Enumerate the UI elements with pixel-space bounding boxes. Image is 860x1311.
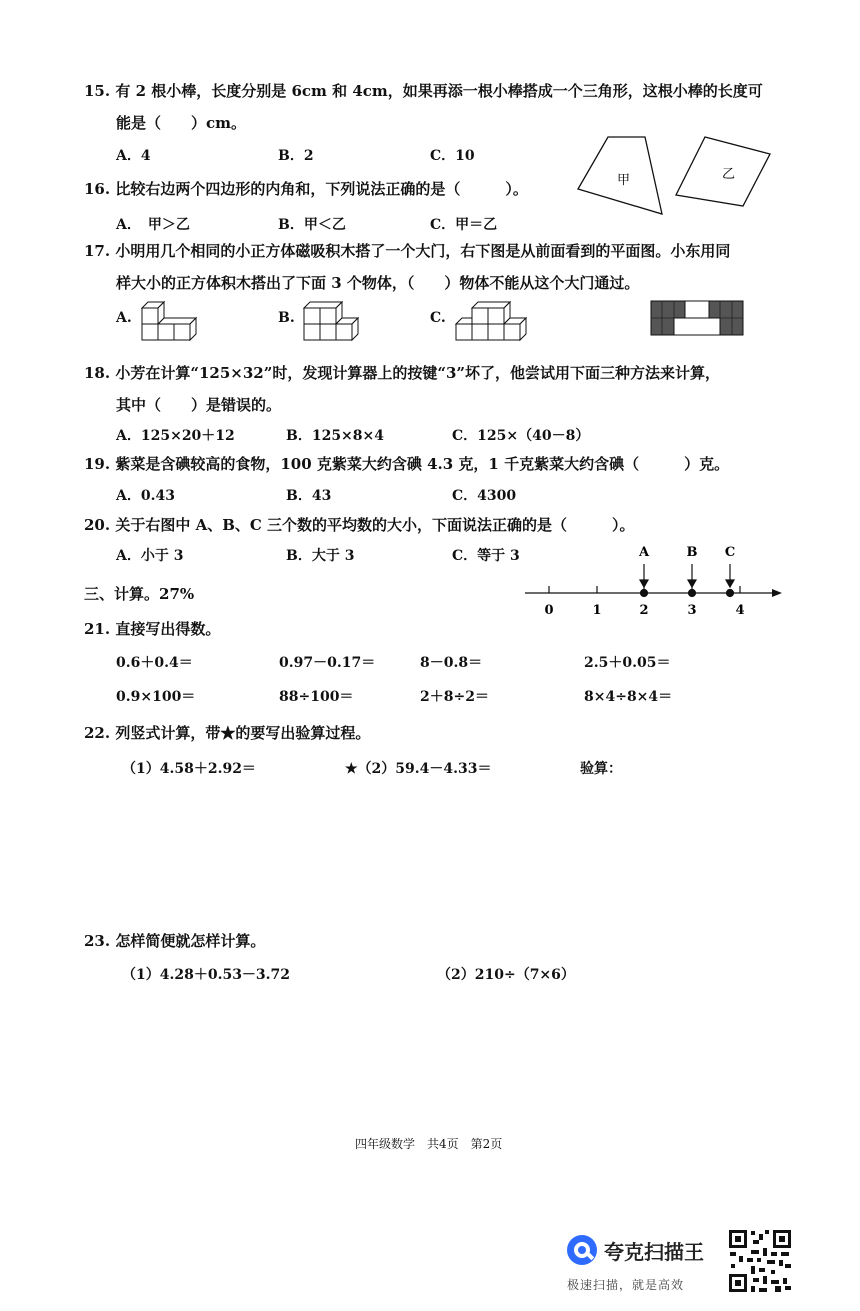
q18-line1 [84,362,720,383]
brand-slogan: 极速扫描，就是高效 [567,1278,685,1292]
quadrilaterals-figure [575,132,775,222]
oral-calc-2: 0.97－0.17＝ [279,655,376,671]
point-label-c: C [724,545,736,560]
number-line-figure [520,540,785,620]
gate-front-view-figure [650,300,745,336]
q16-number: 16. [84,180,111,198]
oral-calc-6: 88÷100＝ [279,689,354,705]
q16-option-c[interactable]: C．甲＝乙 [430,217,498,233]
arrow-c-icon [726,580,734,587]
q18-option-b[interactable]: B．125×8×4 [286,428,384,444]
q17-text: 小明用几个相同的小正方体磁吸积木搭了一个大门，右下图是从前面看到的平面图。小东用同 [115,242,731,260]
page-footer: 四年级数学 共4页 第2页 [355,1137,503,1151]
q18-option-c[interactable]: C．125×（40－8） [452,428,590,444]
q16-option-a[interactable]: A． 甲＞乙 [116,217,190,233]
q18-number: 18. [84,364,111,382]
q20-text: 关于右图中 A、B、C 三个数的平均数的大小，下面说法正确的是（ ）。 [115,516,635,534]
q22-text: 列竖式计算，带★的要写出验算过程。 [115,724,371,742]
quadrilateral-jia-label: 甲 [617,173,631,188]
qr-code-icon [727,1228,793,1294]
q19-line [84,453,729,474]
brand-name: 夸克扫描王 [604,1240,704,1264]
q21-line [84,618,220,639]
q23-item-2: （2）210÷（7×6） [437,967,575,983]
q19-option-c[interactable]: C．4300 [452,488,517,504]
section-3-title: 三、计算。27% [84,585,195,603]
q17-option-a[interactable]: A. [116,310,132,326]
number-line-arrow-icon [772,589,782,597]
q18-line2: 其中（ ）是错误的。 [116,396,282,414]
quadrilateral-yi-label: 乙 [722,167,736,182]
q20-option-b[interactable]: B．大于 3 [286,548,355,564]
arrow-a-icon [640,580,648,587]
oral-calc-3: 8－0.8＝ [420,655,483,671]
tick-label-4: 4 [735,603,745,618]
q23-line [84,930,265,951]
q15-line2: 能是（ ）cm。 [116,114,247,132]
q20-option-a[interactable]: A．小于 3 [116,548,184,564]
point-a [641,590,648,597]
q19-number: 19. [84,455,111,473]
q22-number: 22. [84,724,111,742]
tick-label-2: 2 [639,603,649,618]
cube-object-a-icon [138,298,200,344]
q22-check-label: 验算： [580,761,622,777]
q15-option-a[interactable]: A．4 [116,148,151,164]
arrow-b-icon [688,580,696,587]
q16-text: 比较右边两个四边形的内角和，下列说法正确的是（ ）。 [115,180,528,198]
oral-calc-4: 2.5＋0.05＝ [584,655,671,671]
q23-number: 23. [84,932,111,950]
q22-item-1: （1）4.58＋2.92＝ [122,761,256,777]
q21-text: 直接写出得数。 [115,620,221,638]
q20-line [84,514,635,535]
q18-text: 小芳在计算“125×32”时，发现计算器上的按键“3”坏了，他尝试用下面三种方法来计算， [115,364,721,382]
point-b [689,590,696,597]
q15-line1 [84,80,763,101]
q17-line2: 样大小的正方体积木搭出了下面 3 个物体，（ ）物体不能从这个大门通过。 [116,274,640,292]
q17-option-c[interactable]: C. [430,310,446,326]
point-c [727,590,734,597]
cube-object-b-icon [300,298,370,344]
quark-logo-icon [565,1233,599,1267]
q23-text: 怎样简便就怎样计算。 [115,932,266,950]
q16-option-b[interactable]: B．甲＜乙 [278,217,346,233]
point-label-a: A [638,545,650,560]
q19-option-b[interactable]: B．43 [286,488,332,504]
q15-option-b[interactable]: B．2 [278,148,314,164]
tick-label-3: 3 [687,603,697,618]
q22-item-2: ★（2）59.4－4.33＝ [345,761,492,777]
q17-option-b[interactable]: B. [278,310,295,326]
q15-number: 15. [84,82,111,100]
q16-line [84,178,528,199]
oral-calc-7: 2＋8÷2＝ [420,689,489,705]
q19-option-a[interactable]: A．0.43 [116,488,175,504]
cube-object-c-icon [452,296,528,344]
q15-option-c[interactable]: C．10 [430,148,475,164]
q15-text: 有 2 根小棒，长度分别是 6cm 和 4cm，如果再添一根小棒搭成一个三角形，这根小棒的长度可 [115,82,763,100]
q19-text: 紫菜是含碘较高的食物，100 克紫菜大约含碘 4.3 克，1 千克紫菜大约含碘（ ）克。 [115,455,730,473]
q18-option-a[interactable]: A．125×20＋12 [116,428,235,444]
point-label-b: B [686,545,698,560]
q21-number: 21. [84,620,111,638]
tick-label-1: 1 [592,603,602,618]
q23-item-1: （1）4.28＋0.53－3.72 [122,967,291,983]
oral-calc-5: 0.9×100＝ [116,689,196,705]
q20-option-c[interactable]: C．等于 3 [452,548,520,564]
oral-calc-1: 0.6＋0.4＝ [116,655,193,671]
q17-line1 [84,240,730,261]
q17-number: 17. [84,242,111,260]
oral-calc-8: 8×4÷8×4＝ [584,689,673,705]
tick-label-0: 0 [544,603,554,618]
q20-number: 20. [84,516,111,534]
q22-line [84,722,370,743]
